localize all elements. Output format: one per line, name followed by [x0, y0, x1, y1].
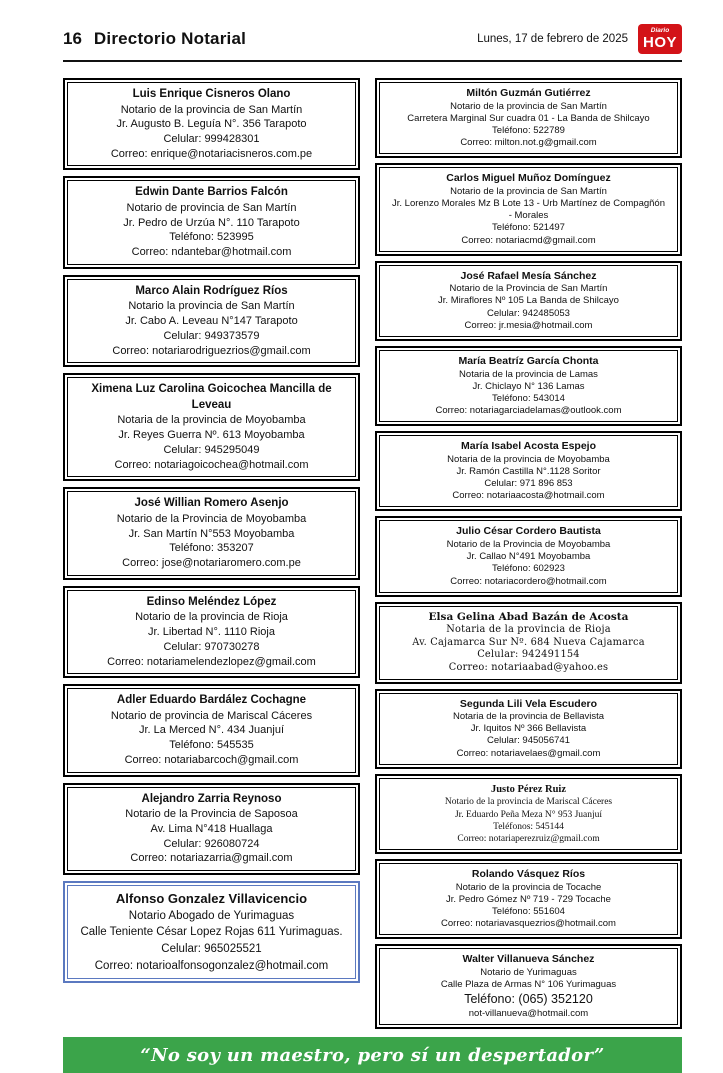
- notary-title: Notario de Yurimaguas: [480, 966, 577, 978]
- notary-phone: Celular: 949373579: [163, 329, 260, 342]
- notary-email: Correo: notariavasquezrios@hotmail.com: [441, 918, 616, 930]
- notary-email: Correo: milton.not.g@gmail.com: [460, 137, 597, 149]
- date-text: Lunes, 17 de febrero de 2025: [477, 33, 628, 45]
- notary-name: Alfonso Gonzalez Villavicencio: [115, 891, 308, 907]
- notary-entry-inner: [379, 520, 678, 592]
- notary-entry: [375, 516, 682, 596]
- notary-entry-inner: [67, 787, 356, 871]
- notary-entry: [375, 78, 682, 158]
- notary-address: Jr. Augusto B. Leguía N°. 356 Tarapoto: [116, 118, 307, 131]
- notary-address: Jr. Reyes Guerra Nº. 613 Moyobamba: [118, 429, 305, 442]
- notary-name: Rolando Vásquez Ríos: [471, 868, 586, 881]
- notary-address: Jr. Pedro de Urzúa N°. 110 Tarapoto: [123, 216, 300, 229]
- notary-email: Correo: notarioalfonsogonzalez@hotmail.com: [94, 959, 329, 972]
- notary-address: Jr. San Martín N°553 Moyobamba: [128, 527, 295, 540]
- notary-phone: Teléfono: (065) 352120: [464, 992, 593, 1007]
- notary-address: Calle Teniente César Lopez Rojas 611 Yurimaguas.: [80, 926, 343, 939]
- notary-entry: [375, 689, 682, 769]
- notary-title: Notaria de la provincia de Rioja: [446, 624, 611, 636]
- notary-name: Walter Villanueva Sánchez: [462, 953, 595, 966]
- notary-title: Notario de la provincia de San Martín: [450, 100, 607, 112]
- notary-entry: [375, 431, 682, 511]
- notary-email: Correo: jr.mesia@hotmail.com: [464, 319, 593, 331]
- notary-entry-inner: [379, 265, 678, 337]
- notary-address: Jr. Lorenzo Morales Mz B Lote 13 - Urb Martínez de Compagñón: [392, 198, 665, 210]
- notary-name: Alejandro Zarria Reynoso: [141, 792, 282, 805]
- notary-title: Notario de la Provincia de Moyobamba: [446, 539, 611, 551]
- notary-email: Correo: ndantebar@hotmail.com: [131, 246, 292, 259]
- notary-email: Correo: notariagarciadelamas@outlook.com: [435, 405, 622, 417]
- notary-email: Correo: notariazarria@gmail.com: [130, 852, 293, 865]
- notary-entry-inner: [379, 435, 678, 507]
- notary-phone: Celular: 971 896 853: [484, 478, 573, 490]
- notary-email: Correo: notariavelaes@gmail.com: [456, 747, 601, 759]
- notary-entry: [375, 859, 682, 939]
- notary-entry-inner: [379, 948, 678, 1025]
- notary-phone: Celular: 926080724: [163, 837, 260, 850]
- notary-name: Marco Alain Rodríguez Ríos: [135, 284, 288, 297]
- notary-name: Elsa Gelina Abad Bazán de Acosta: [428, 610, 629, 623]
- notary-title: Notaria de la provincia de Moyobamba: [117, 414, 306, 427]
- notary-name: Adler Eduardo Bardález Cochagne: [116, 694, 307, 707]
- quote-banner: [63, 1037, 682, 1073]
- notary-phone: Teléfono: 523995: [169, 231, 254, 244]
- notary-entry-inner: [67, 180, 356, 264]
- notary-phone: Celular: 945056741: [487, 735, 570, 747]
- notary-entry-inner: [379, 350, 678, 422]
- notary-address: Calle Plaza de Armas N° 106 Yurimaguas: [440, 979, 617, 991]
- notary-title: Notario de la provincia de San Martín: [450, 185, 607, 197]
- notary-entry-inner: [67, 688, 356, 772]
- notary-entry: [375, 163, 682, 255]
- notary-entry: [63, 881, 360, 983]
- notary-entry: [63, 684, 360, 776]
- page-number: 16: [63, 29, 82, 48]
- notary-name: José Rafael Mesía Sánchez: [460, 269, 597, 282]
- logo-diario-text: Diario: [650, 26, 670, 34]
- notary-phone: Teléfono: 543014: [492, 392, 565, 404]
- notary-name: Julio César Cordero Bautista: [456, 525, 601, 538]
- notary-phone: Teléfono: 602923: [492, 563, 565, 575]
- notary-phone: Celular: 945295049: [163, 443, 260, 456]
- notary-address: Carretera Marginal Sur cuadra 01 - La Banda de Shilcayo: [407, 112, 650, 124]
- header-left: [63, 29, 246, 49]
- header-divider: [63, 60, 682, 62]
- notary-name: María Beatríz García Chonta: [458, 354, 599, 367]
- notary-entry: [375, 602, 682, 684]
- notary-entry-inner: [379, 863, 678, 935]
- notary-name: Miltón Guzmán Gutiérrez: [466, 87, 591, 99]
- notary-title: Notario de la provincia de Tocache: [455, 881, 602, 893]
- notary-title: Notario la provincia de San Martín: [128, 300, 295, 313]
- notary-title: Notario de la Provincia de Saposoa: [125, 808, 298, 821]
- notary-phone: Teléfono: 353207: [169, 542, 254, 555]
- notary-name: José Willian Romero Asenjo: [134, 497, 289, 510]
- notary-email: Correo: jose@notariaromero.com.pe: [122, 557, 301, 570]
- notary-address: Av. Cajamarca Sur Nº. 684 Nueva Cajamarca: [412, 636, 645, 648]
- notary-entry: [63, 487, 360, 579]
- notary-entry: [63, 78, 360, 170]
- notary-entry: [375, 774, 682, 854]
- notary-name: Segunda Lili Vela Escudero: [459, 697, 598, 710]
- notary-entry: [375, 944, 682, 1029]
- notary-address: Jr. La Merced N°. 434 Juanjuí: [138, 724, 285, 737]
- notary-entry: [63, 586, 360, 678]
- notary-email: Correo: notariarodriguezrios@gmail.com: [112, 344, 311, 357]
- notary-email: Correo: enrique@notariacisneros.com.pe: [110, 147, 313, 160]
- notary-email: Correo: notariaabad@yahoo.es: [448, 661, 609, 673]
- notary-entry-inner: [67, 377, 356, 477]
- notary-phone: Teléfono: 551604: [492, 906, 565, 917]
- logo-hoy-text: HOY: [642, 34, 677, 52]
- notary-address: Jr. Iquitos Nº 366 Bellavista: [470, 723, 587, 735]
- notary-title: Notario de la provincia de Mariscal Cáceres: [444, 797, 613, 808]
- notary-name: Carlos Miguel Muñoz Domínguez: [446, 172, 611, 185]
- notary-phone: Celular: 999428301: [163, 132, 260, 145]
- notary-email: not-villanueva@hotmail.com: [468, 1008, 589, 1020]
- notary-name: Edinso Meléndez López: [146, 595, 277, 608]
- notary-entry: [63, 275, 360, 367]
- notary-title: Notario de provincia de San Martín: [126, 201, 297, 214]
- notary-entry: [63, 176, 360, 268]
- notary-phone: Teléfono: 545535: [169, 739, 254, 752]
- notary-entry-inner: [379, 606, 678, 680]
- right-column: [375, 78, 682, 1029]
- notary-phone: Teléfono: 521497: [492, 222, 565, 234]
- notary-address: Jr. Ramón Castilla N°.1128 Soritor: [456, 466, 601, 478]
- notary-name: Justo Pérez Ruiz: [490, 783, 567, 795]
- left-column: [63, 78, 360, 983]
- page-header: [63, 24, 682, 60]
- notary-phone: Teléfono: 522789: [492, 124, 565, 136]
- notary-entry-inner: [379, 693, 678, 765]
- notary-address: - Morales: [508, 210, 549, 222]
- notary-entry-inner: [67, 279, 356, 363]
- notary-entry: [63, 373, 360, 481]
- notary-entry: [375, 261, 682, 341]
- notary-address: Jr. Libertad N°. 1110 Rioja: [148, 626, 275, 639]
- page-title: Directorio Notarial: [93, 29, 247, 48]
- header-right: [477, 24, 682, 54]
- notary-address: Jr. Miraflores Nº 105 La Banda de Shilcayo: [438, 295, 619, 307]
- notary-email: Correo: notariabarcoch@gmail.com: [124, 753, 299, 766]
- notary-title: Notario de provincia de Mariscal Cáceres: [110, 709, 313, 722]
- notary-email: Correo: notariacmd@gmail.com: [461, 234, 596, 246]
- notary-entry-inner: [379, 167, 678, 251]
- notary-title: Notario Abogado de Yurimaguas: [128, 909, 295, 922]
- diario-hoy-logo: [638, 24, 682, 54]
- notary-title: Notario de la Provincia de Moyobamba: [116, 512, 307, 525]
- notary-title: Notario de la Provincia de San Martín: [449, 283, 608, 295]
- notary-phone: Celular: 942485053: [487, 307, 570, 319]
- notary-address: Jr. Pedro Gómez Nº 719 - 729 Tocache: [446, 893, 611, 905]
- directory-columns: [63, 78, 682, 1029]
- notary-phone: Celular: 965025521: [161, 943, 262, 956]
- notary-name: Luis Enrique Cisneros Olano: [132, 88, 291, 100]
- notary-title: Notaria de la provincia de Bellavista: [452, 711, 605, 723]
- notary-email: Correo: notariaacosta@hotmail.com: [452, 490, 605, 502]
- notary-name: María Isabel Acosta Espejo: [461, 440, 596, 453]
- notary-entry: [63, 783, 360, 875]
- notary-address: Jr. Cabo A. Leveau N°147 Tarapoto: [125, 315, 298, 328]
- notary-address: Jr. Eduardo Peña Meza N° 953 Juanjuí: [454, 809, 603, 820]
- notary-phone: Celular: 942491154: [477, 649, 580, 661]
- notary-email: Correo: notariamelendezlopez@gmail.com: [107, 655, 316, 668]
- notary-title: Notario de la provincia de San Martín: [120, 103, 303, 116]
- notary-name: Edwin Dante Barrios Falcón: [135, 186, 288, 199]
- notary-address: Av. Lima N°418 Huallaga: [150, 822, 273, 835]
- notary-entry-inner: [67, 491, 356, 575]
- notary-phone: Celular: 970730278: [163, 640, 260, 653]
- notary-phone: Teléfonos: 545144: [493, 821, 564, 832]
- notary-entry-inner: [379, 778, 678, 850]
- notary-title: Notaria de la provincia de Moyobamba: [447, 453, 610, 465]
- notary-title: Notario de la provincia de Rioja: [135, 611, 288, 624]
- notary-email: Correo: notariaperezruiz@gmail.com: [457, 833, 600, 844]
- quote-text: “No soy un maestro, pero sí un despertador”: [140, 1044, 605, 1066]
- notary-address: Jr. Callao N°491 Moyobamba: [466, 551, 591, 563]
- notary-entry-inner: [67, 590, 356, 674]
- notary-entry-inner: [379, 82, 678, 154]
- notary-title: Notaria de la provincia de Lamas: [459, 368, 598, 380]
- notary-address: Jr. Chiclayo N° 136 Lamas: [472, 380, 585, 392]
- notary-name: Ximena Luz Carolina Goicochea Mancilla de Leveau: [91, 383, 332, 411]
- notary-entry: [375, 346, 682, 426]
- notary-email: Correo: notariagoicochea@hotmail.com: [114, 458, 309, 471]
- notary-entry-inner: [67, 885, 356, 979]
- notary-entry-inner: [67, 82, 356, 166]
- notary-email: Correo: notariacordero@hotmail.com: [450, 575, 607, 587]
